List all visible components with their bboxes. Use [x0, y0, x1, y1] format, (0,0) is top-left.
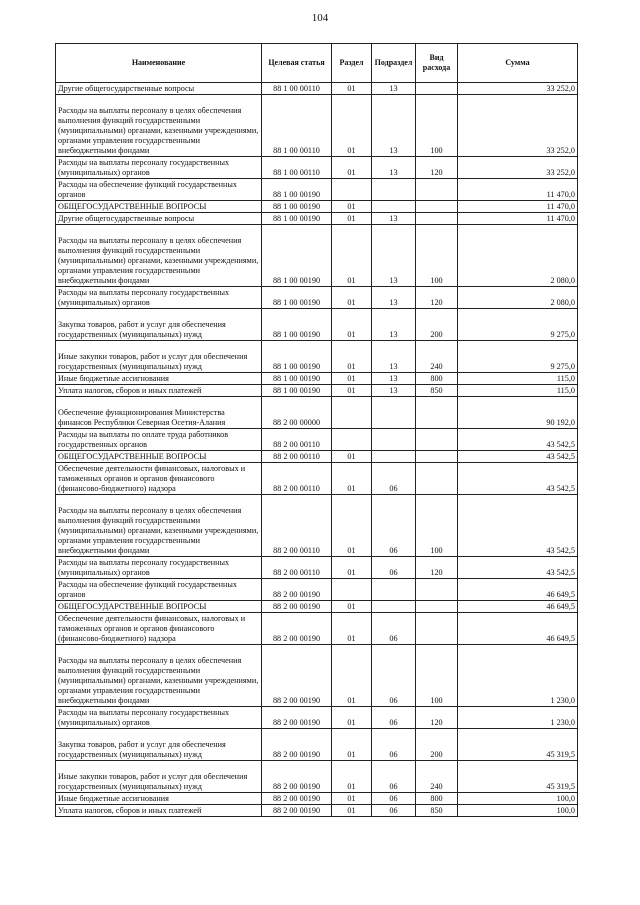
table-row: [56, 579, 578, 601]
table-row: [56, 601, 578, 613]
cell-sum: 43 542,5: [458, 463, 578, 495]
cell-name: Обеспечение деятельности финансовых, налоговых и таможенных органов и органов финансового (финансово-бюджетного) надзора: [56, 463, 262, 495]
cell-target: 88 1 00 00110: [262, 83, 332, 95]
cell-section: 01: [332, 613, 372, 645]
cell-name: Расходы на обеспечение функций государственных органов: [56, 579, 262, 601]
cell-name: Расходы на выплаты персоналу в целях обеспечения выполнения функций государственными (муниципальными) органами, казенными учреждениями, органами управления государственными внебюджетными фондами: [56, 645, 262, 707]
cell-sum: 43 542,5: [458, 451, 578, 463]
cell-target: 88 1 00 00190: [262, 373, 332, 385]
cell-target: 88 1 00 00190: [262, 213, 332, 225]
table-row: [56, 451, 578, 463]
cell-subsection: 13: [372, 341, 416, 373]
cell-subsection: 06: [372, 805, 416, 817]
cell-target: 88 2 00 00190: [262, 579, 332, 601]
cell-target: 88 1 00 00190: [262, 341, 332, 373]
cell-kind: 100: [416, 645, 458, 707]
cell-kind: 120: [416, 287, 458, 309]
table-row: [56, 213, 578, 225]
cell-target: 88 2 00 00190: [262, 729, 332, 761]
cell-section: 01: [332, 645, 372, 707]
cell-sum: 45 319,5: [458, 729, 578, 761]
cell-kind: [416, 579, 458, 601]
cell-kind: 100: [416, 495, 458, 557]
cell-name: Расходы на выплаты персоналу государственных (муниципальных) органов: [56, 287, 262, 309]
cell-kind: [416, 201, 458, 213]
cell-section: 01: [332, 463, 372, 495]
cell-name: Иные закупки товаров, работ и услуг для обеспечения государственных (муниципальных) нужд: [56, 341, 262, 373]
cell-name: Иные бюджетные ассигнования: [56, 793, 262, 805]
cell-kind: 240: [416, 761, 458, 793]
cell-subsection: 13: [372, 95, 416, 157]
cell-kind: 120: [416, 557, 458, 579]
cell-subsection: 13: [372, 309, 416, 341]
cell-subsection: 06: [372, 645, 416, 707]
cell-section: 01: [332, 213, 372, 225]
cell-section: 01: [332, 309, 372, 341]
table-row: [56, 495, 578, 557]
cell-kind: 850: [416, 805, 458, 817]
cell-name: ОБЩЕГОСУДАРСТВЕННЫЕ ВОПРОСЫ: [56, 601, 262, 613]
cell-sum: 100,0: [458, 793, 578, 805]
cell-sum: 9 275,0: [458, 341, 578, 373]
cell-kind: [416, 601, 458, 613]
cell-sum: 43 542,5: [458, 557, 578, 579]
cell-kind: 120: [416, 707, 458, 729]
page-number: 104: [311, 12, 329, 24]
table-row: [56, 95, 578, 157]
table-row: [56, 83, 578, 95]
cell-target: 88 1 00 00190: [262, 201, 332, 213]
cell-sum: 100,0: [458, 805, 578, 817]
table-body: [56, 83, 578, 817]
cell-name: Расходы на выплаты персоналу государственных (муниципальных) органов: [56, 707, 262, 729]
cell-section: 01: [332, 385, 372, 397]
cell-name: Уплата налогов, сборов и иных платежей: [56, 385, 262, 397]
cell-target: 88 1 00 00190: [262, 225, 332, 287]
header-name: Наименование: [56, 44, 262, 83]
table-row: [56, 793, 578, 805]
cell-sum: 46 649,5: [458, 601, 578, 613]
cell-section: 01: [332, 373, 372, 385]
cell-name: Закупка товаров, работ и услуг для обеспечения государственных (муниципальных) нужд: [56, 729, 262, 761]
cell-section: 01: [332, 805, 372, 817]
cell-kind: 200: [416, 309, 458, 341]
cell-sum: 43 542,5: [458, 495, 578, 557]
cell-kind: 850: [416, 385, 458, 397]
cell-section: 01: [332, 95, 372, 157]
cell-subsection: 06: [372, 729, 416, 761]
cell-subsection: [372, 397, 416, 429]
table-row: [56, 613, 578, 645]
cell-target: 88 2 00 00190: [262, 805, 332, 817]
table-row: [56, 761, 578, 793]
cell-subsection: 13: [372, 225, 416, 287]
cell-kind: 100: [416, 95, 458, 157]
cell-sum: 115,0: [458, 385, 578, 397]
cell-subsection: 06: [372, 463, 416, 495]
cell-subsection: 06: [372, 495, 416, 557]
cell-subsection: [372, 601, 416, 613]
cell-target: 88 1 00 00190: [262, 287, 332, 309]
budget-table: [55, 43, 578, 817]
cell-target: 88 1 00 00190: [262, 309, 332, 341]
cell-name: Расходы на обеспечение функций государственных органов: [56, 179, 262, 201]
cell-subsection: 13: [372, 373, 416, 385]
cell-section: 01: [332, 341, 372, 373]
cell-name: Другие общегосударственные вопросы: [56, 83, 262, 95]
cell-sum: 2 080,0: [458, 287, 578, 309]
cell-target: 88 1 00 00190: [262, 385, 332, 397]
cell-subsection: 13: [372, 385, 416, 397]
header-kind: Вид расхода: [416, 44, 458, 83]
cell-subsection: [372, 429, 416, 451]
cell-target: 88 2 00 00190: [262, 645, 332, 707]
cell-kind: [416, 429, 458, 451]
cell-section: 01: [332, 601, 372, 613]
cell-subsection: 06: [372, 707, 416, 729]
cell-sum: 115,0: [458, 373, 578, 385]
cell-section: 01: [332, 557, 372, 579]
cell-target: 88 2 00 00190: [262, 601, 332, 613]
cell-sum: 46 649,5: [458, 613, 578, 645]
cell-kind: 800: [416, 793, 458, 805]
cell-section: 01: [332, 83, 372, 95]
cell-target: 88 2 00 00190: [262, 761, 332, 793]
cell-kind: 200: [416, 729, 458, 761]
table-row: [56, 729, 578, 761]
cell-kind: [416, 83, 458, 95]
cell-target: 88 2 00 00110: [262, 463, 332, 495]
cell-target: 88 2 00 00000: [262, 397, 332, 429]
table-row: [56, 557, 578, 579]
cell-subsection: [372, 201, 416, 213]
cell-sum: 1 230,0: [458, 645, 578, 707]
cell-name: Закупка товаров, работ и услуг для обеспечения государственных (муниципальных) нужд: [56, 309, 262, 341]
table-row: [56, 397, 578, 429]
cell-sum: 43 542,5: [458, 429, 578, 451]
cell-section: 01: [332, 157, 372, 179]
table-row: [56, 225, 578, 287]
table-row: [56, 645, 578, 707]
cell-target: 88 2 00 00190: [262, 613, 332, 645]
cell-subsection: 06: [372, 761, 416, 793]
cell-name: Расходы на выплаты персоналу в целях обеспечения выполнения функций государственными (муниципальными) органами, казенными учреждениями, органами управления государственными внебюджетными фондами: [56, 225, 262, 287]
cell-subsection: [372, 451, 416, 463]
cell-name: Расходы на выплаты персоналу государственных (муниципальных) органов: [56, 557, 262, 579]
cell-target: 88 2 00 00110: [262, 495, 332, 557]
cell-target: 88 1 00 00110: [262, 157, 332, 179]
cell-kind: [416, 179, 458, 201]
cell-subsection: [372, 179, 416, 201]
cell-sum: 2 080,0: [458, 225, 578, 287]
cell-subsection: 06: [372, 793, 416, 805]
header-subsection: Подраздел: [372, 44, 416, 83]
header-section: Раздел: [332, 44, 372, 83]
table-row: [56, 805, 578, 817]
cell-name: Иные бюджетные ассигнования: [56, 373, 262, 385]
cell-target: 88 1 00 00110: [262, 95, 332, 157]
cell-subsection: 13: [372, 83, 416, 95]
cell-name: Расходы на выплаты персоналу в целях обеспечения выполнения функций государственными (муниципальными) органами, казенными учреждениями, органами управления государственными внебюджетными фондами: [56, 95, 262, 157]
cell-target: 88 2 00 00110: [262, 557, 332, 579]
cell-section: 01: [332, 287, 372, 309]
cell-name: Обеспечение функционирования Министерства финансов Республики Северная Осетия-Алания: [56, 397, 262, 429]
cell-section: 01: [332, 793, 372, 805]
cell-subsection: 13: [372, 287, 416, 309]
cell-name: ОБЩЕГОСУДАРСТВЕННЫЕ ВОПРОСЫ: [56, 451, 262, 463]
header-sum: Сумма: [458, 44, 578, 83]
cell-kind: 240: [416, 341, 458, 373]
cell-name: Обеспечение деятельности финансовых, налоговых и таможенных органов и органов финансового (финансово-бюджетного) надзора: [56, 613, 262, 645]
cell-sum: 11 470,0: [458, 179, 578, 201]
table-row: [56, 373, 578, 385]
cell-kind: [416, 397, 458, 429]
cell-kind: [416, 613, 458, 645]
cell-section: 01: [332, 495, 372, 557]
cell-kind: 800: [416, 373, 458, 385]
cell-sum: 33 252,0: [458, 95, 578, 157]
cell-name: ОБЩЕГОСУДАРСТВЕННЫЕ ВОПРОСЫ: [56, 201, 262, 213]
cell-section: 01: [332, 451, 372, 463]
cell-kind: [416, 463, 458, 495]
cell-sum: 46 649,5: [458, 579, 578, 601]
table-row: [56, 707, 578, 729]
cell-target: 88 2 00 00110: [262, 429, 332, 451]
table-row: [56, 309, 578, 341]
cell-target: 88 2 00 00110: [262, 451, 332, 463]
cell-target: 88 2 00 00190: [262, 793, 332, 805]
cell-subsection: 13: [372, 157, 416, 179]
table-row: [56, 157, 578, 179]
table-row: [56, 179, 578, 201]
cell-sum: 90 192,0: [458, 397, 578, 429]
cell-kind: 120: [416, 157, 458, 179]
cell-name: Иные закупки товаров, работ и услуг для обеспечения государственных (муниципальных) нужд: [56, 761, 262, 793]
cell-name: Уплата налогов, сборов и иных платежей: [56, 805, 262, 817]
cell-target: 88 1 00 00190: [262, 179, 332, 201]
cell-section: 01: [332, 201, 372, 213]
cell-sum: 11 470,0: [458, 213, 578, 225]
header-target: Целевая статья: [262, 44, 332, 83]
cell-target: 88 2 00 00190: [262, 707, 332, 729]
cell-name: Расходы на выплаты персоналу государственных (муниципальных) органов: [56, 157, 262, 179]
cell-sum: 11 470,0: [458, 201, 578, 213]
table-row: [56, 341, 578, 373]
cell-section: 01: [332, 225, 372, 287]
table-row: [56, 385, 578, 397]
cell-subsection: 06: [372, 613, 416, 645]
cell-name: Другие общегосударственные вопросы: [56, 213, 262, 225]
table-row: [56, 201, 578, 213]
cell-section: [332, 397, 372, 429]
table-header-row: [56, 44, 578, 83]
table-row: [56, 429, 578, 451]
cell-section: [332, 429, 372, 451]
cell-kind: [416, 213, 458, 225]
table-row: [56, 463, 578, 495]
cell-section: 01: [332, 729, 372, 761]
table-row: [56, 287, 578, 309]
cell-sum: 9 275,0: [458, 309, 578, 341]
cell-subsection: [372, 579, 416, 601]
cell-section: 01: [332, 761, 372, 793]
cell-sum: 45 319,5: [458, 761, 578, 793]
cell-section: [332, 179, 372, 201]
cell-subsection: 13: [372, 213, 416, 225]
cell-sum: 33 252,0: [458, 157, 578, 179]
cell-kind: [416, 451, 458, 463]
cell-name: Расходы на выплаты персоналу в целях обеспечения выполнения функций государственными (муниципальными) органами, казенными учреждениями, органами управления государственными внебюджетными фондами: [56, 495, 262, 557]
cell-kind: 100: [416, 225, 458, 287]
cell-subsection: 06: [372, 557, 416, 579]
cell-name: Расходы на выплаты по оплате труда работников государственных органов: [56, 429, 262, 451]
cell-section: 01: [332, 707, 372, 729]
cell-sum: 33 252,0: [458, 83, 578, 95]
cell-section: [332, 579, 372, 601]
cell-sum: 1 230,0: [458, 707, 578, 729]
